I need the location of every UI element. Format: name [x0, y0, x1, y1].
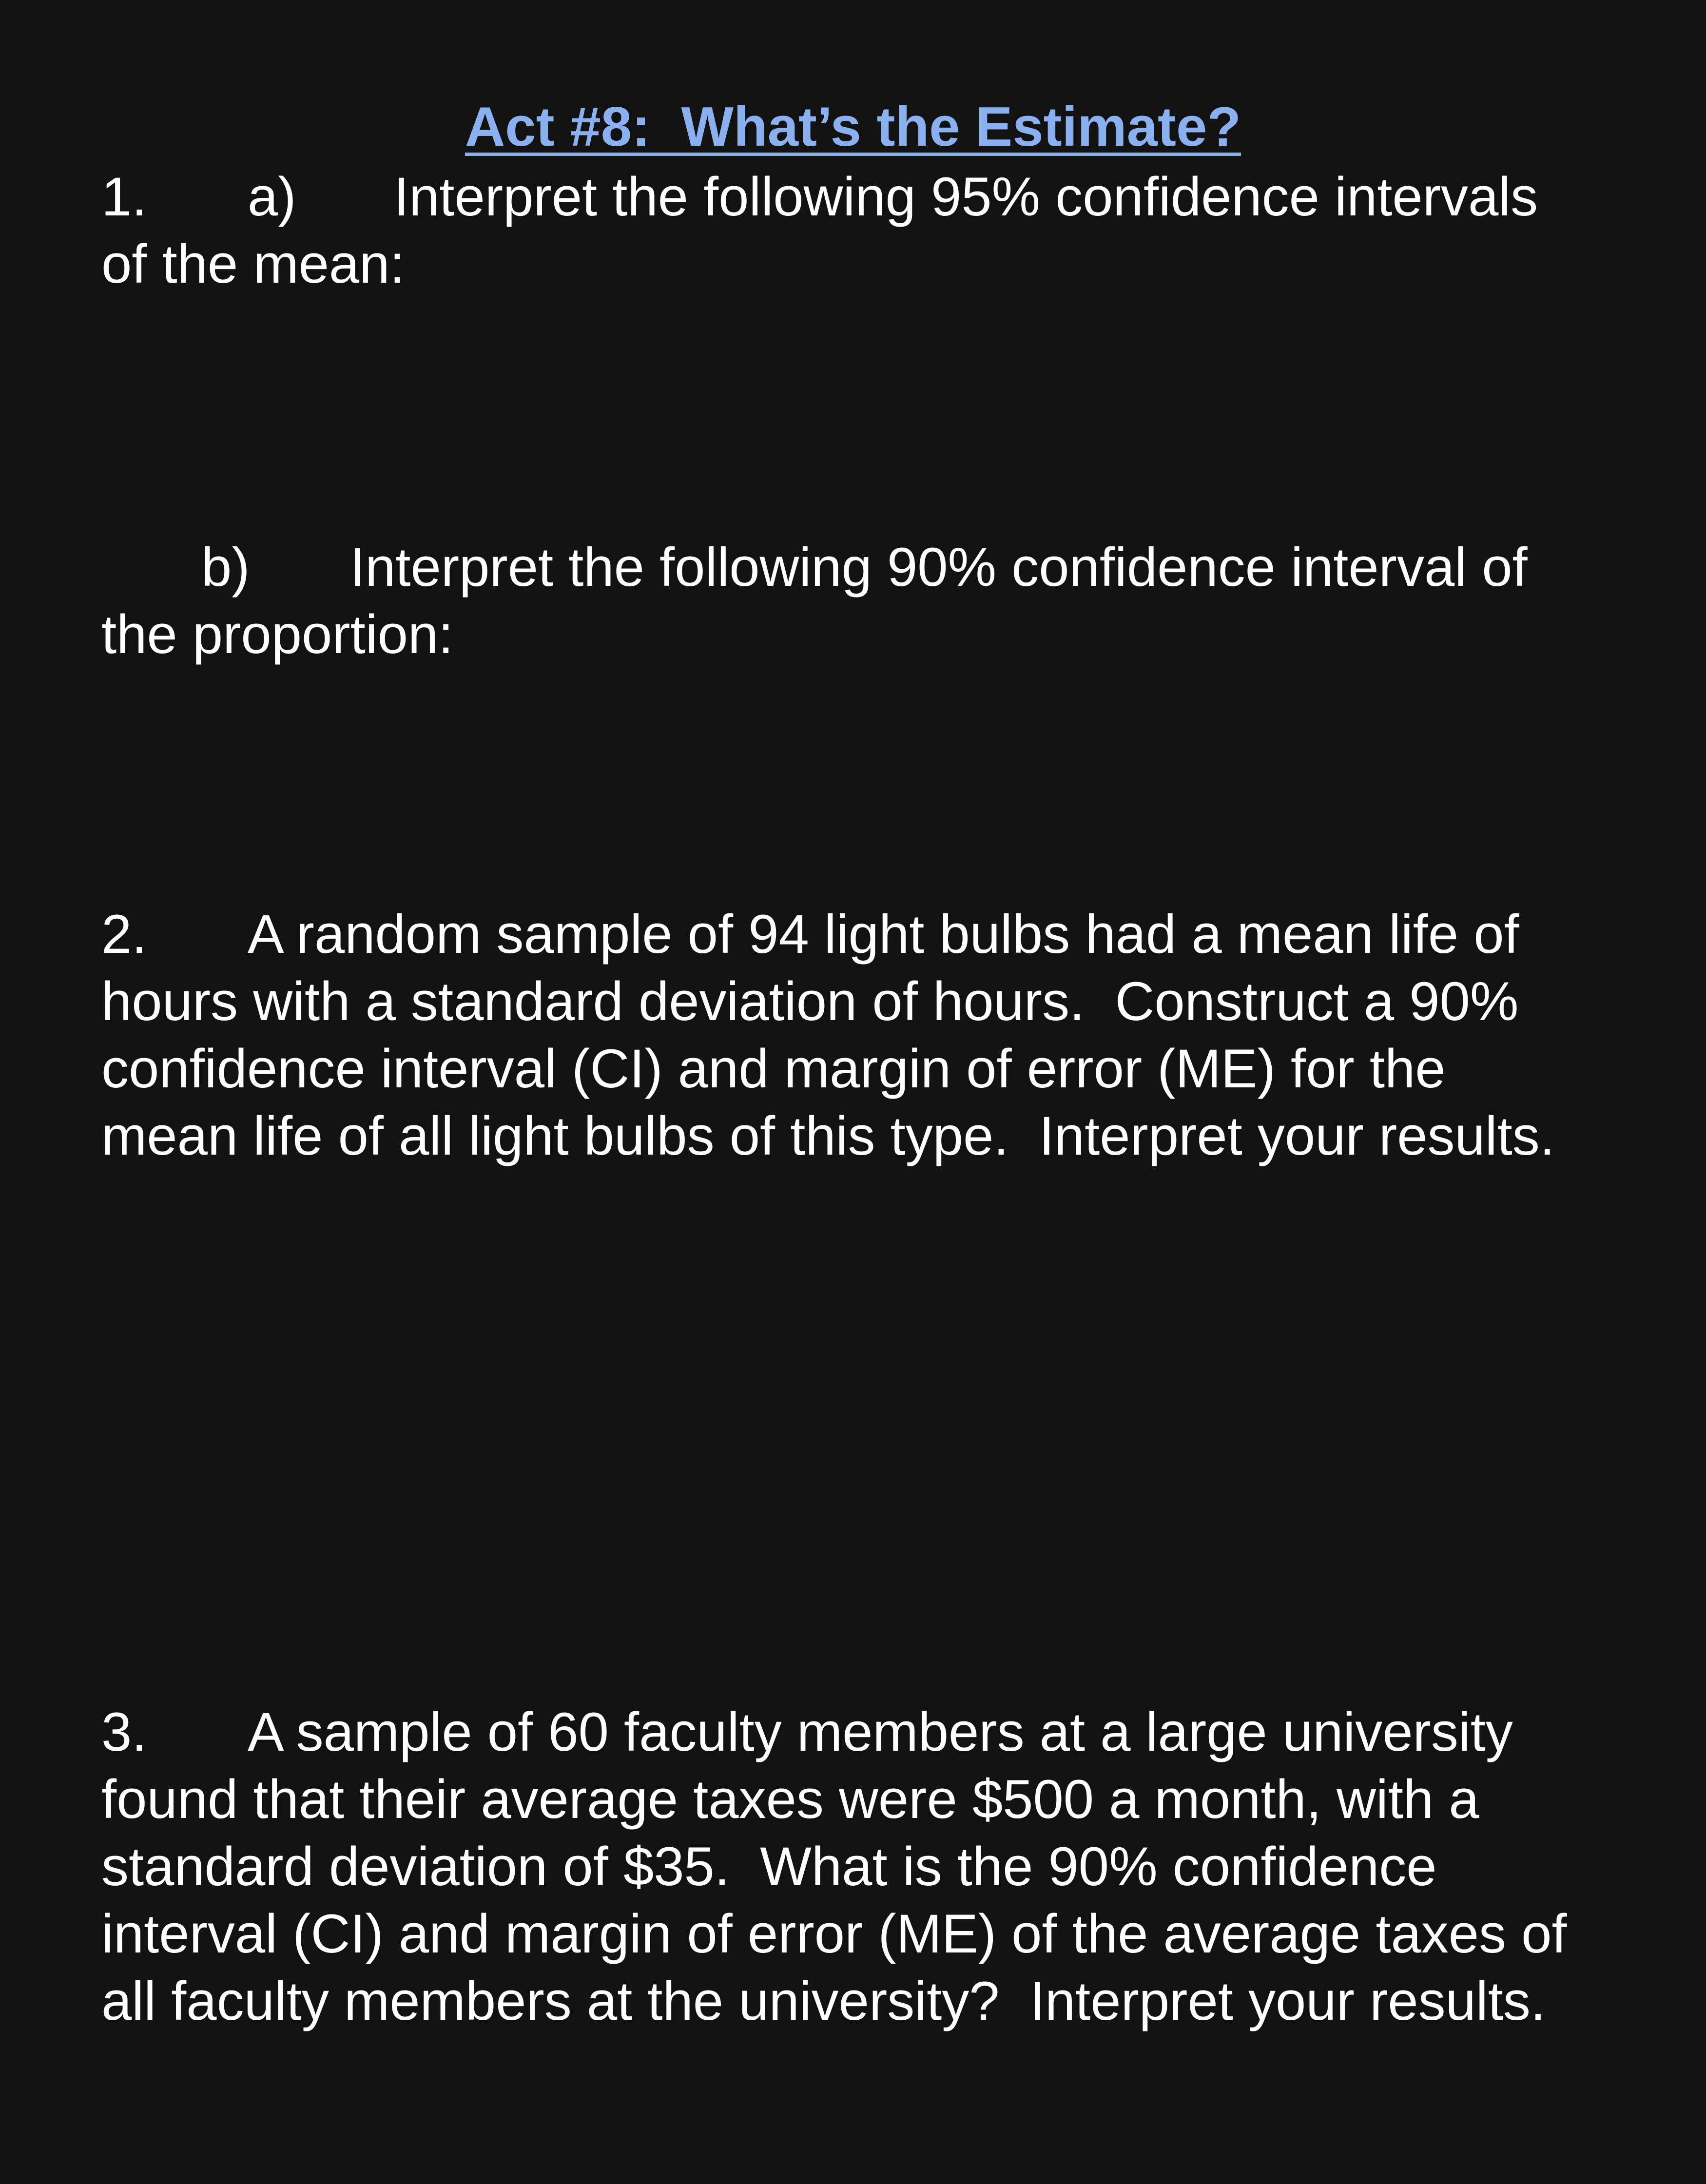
- question-3-text-4: interval (CI) and margin of error (ME) of the average taxes of: [101, 1903, 1567, 1964]
- question-3-text-5: all faculty members at the university? Interpret your results.: [101, 1971, 1546, 2031]
- question-3-number: 3.: [101, 1701, 147, 1762]
- question-1a: [101, 163, 1661, 298]
- question-3-text-2: found that their average taxes were $500 a month, with a: [101, 1769, 1479, 1830]
- question-2-text-3: confidence interval (CI) and margin of error (ME) for the: [101, 1038, 1446, 1099]
- question-1a-line-1: [101, 163, 1661, 231]
- question-1a-text-2: of the mean:: [101, 233, 405, 294]
- question-1b-label: b): [201, 537, 250, 598]
- question-1a-label: a): [248, 166, 296, 227]
- question-3: [101, 1699, 1661, 2035]
- question-1-number: 1.: [101, 166, 147, 227]
- question-1b: [101, 534, 1661, 668]
- question-1b-line-1: [101, 534, 1661, 601]
- question-3-text-1: A sample of 60 faculty members at a large university: [248, 1701, 1513, 1762]
- worksheet-title: Act #8: What’s the Estimate?: [465, 96, 1241, 158]
- question-2: [101, 901, 1661, 1170]
- question-2-text-1: A random sample of 94 light bulbs had a mean life of: [248, 904, 1519, 965]
- question-3-line-1: [101, 1699, 1661, 1766]
- question-2-number: 2.: [101, 904, 147, 965]
- question-2-text-4: mean life of all light bulbs of this type. Interpret your results.: [101, 1105, 1555, 1166]
- question-3-text-3: standard deviation of $35. What is the 90% confidence: [101, 1836, 1437, 1897]
- question-2-line-1: [101, 901, 1661, 968]
- question-1a-text-1: Interpret the following 95% confidence intervals: [394, 166, 1538, 227]
- question-2-text-2: hours with a standard deviation of hours. Construct a 90%: [101, 971, 1519, 1032]
- question-1b-text-1: Interpret the following 90% confidence interval of: [350, 537, 1528, 598]
- question-1b-text-2: the proportion:: [101, 604, 454, 665]
